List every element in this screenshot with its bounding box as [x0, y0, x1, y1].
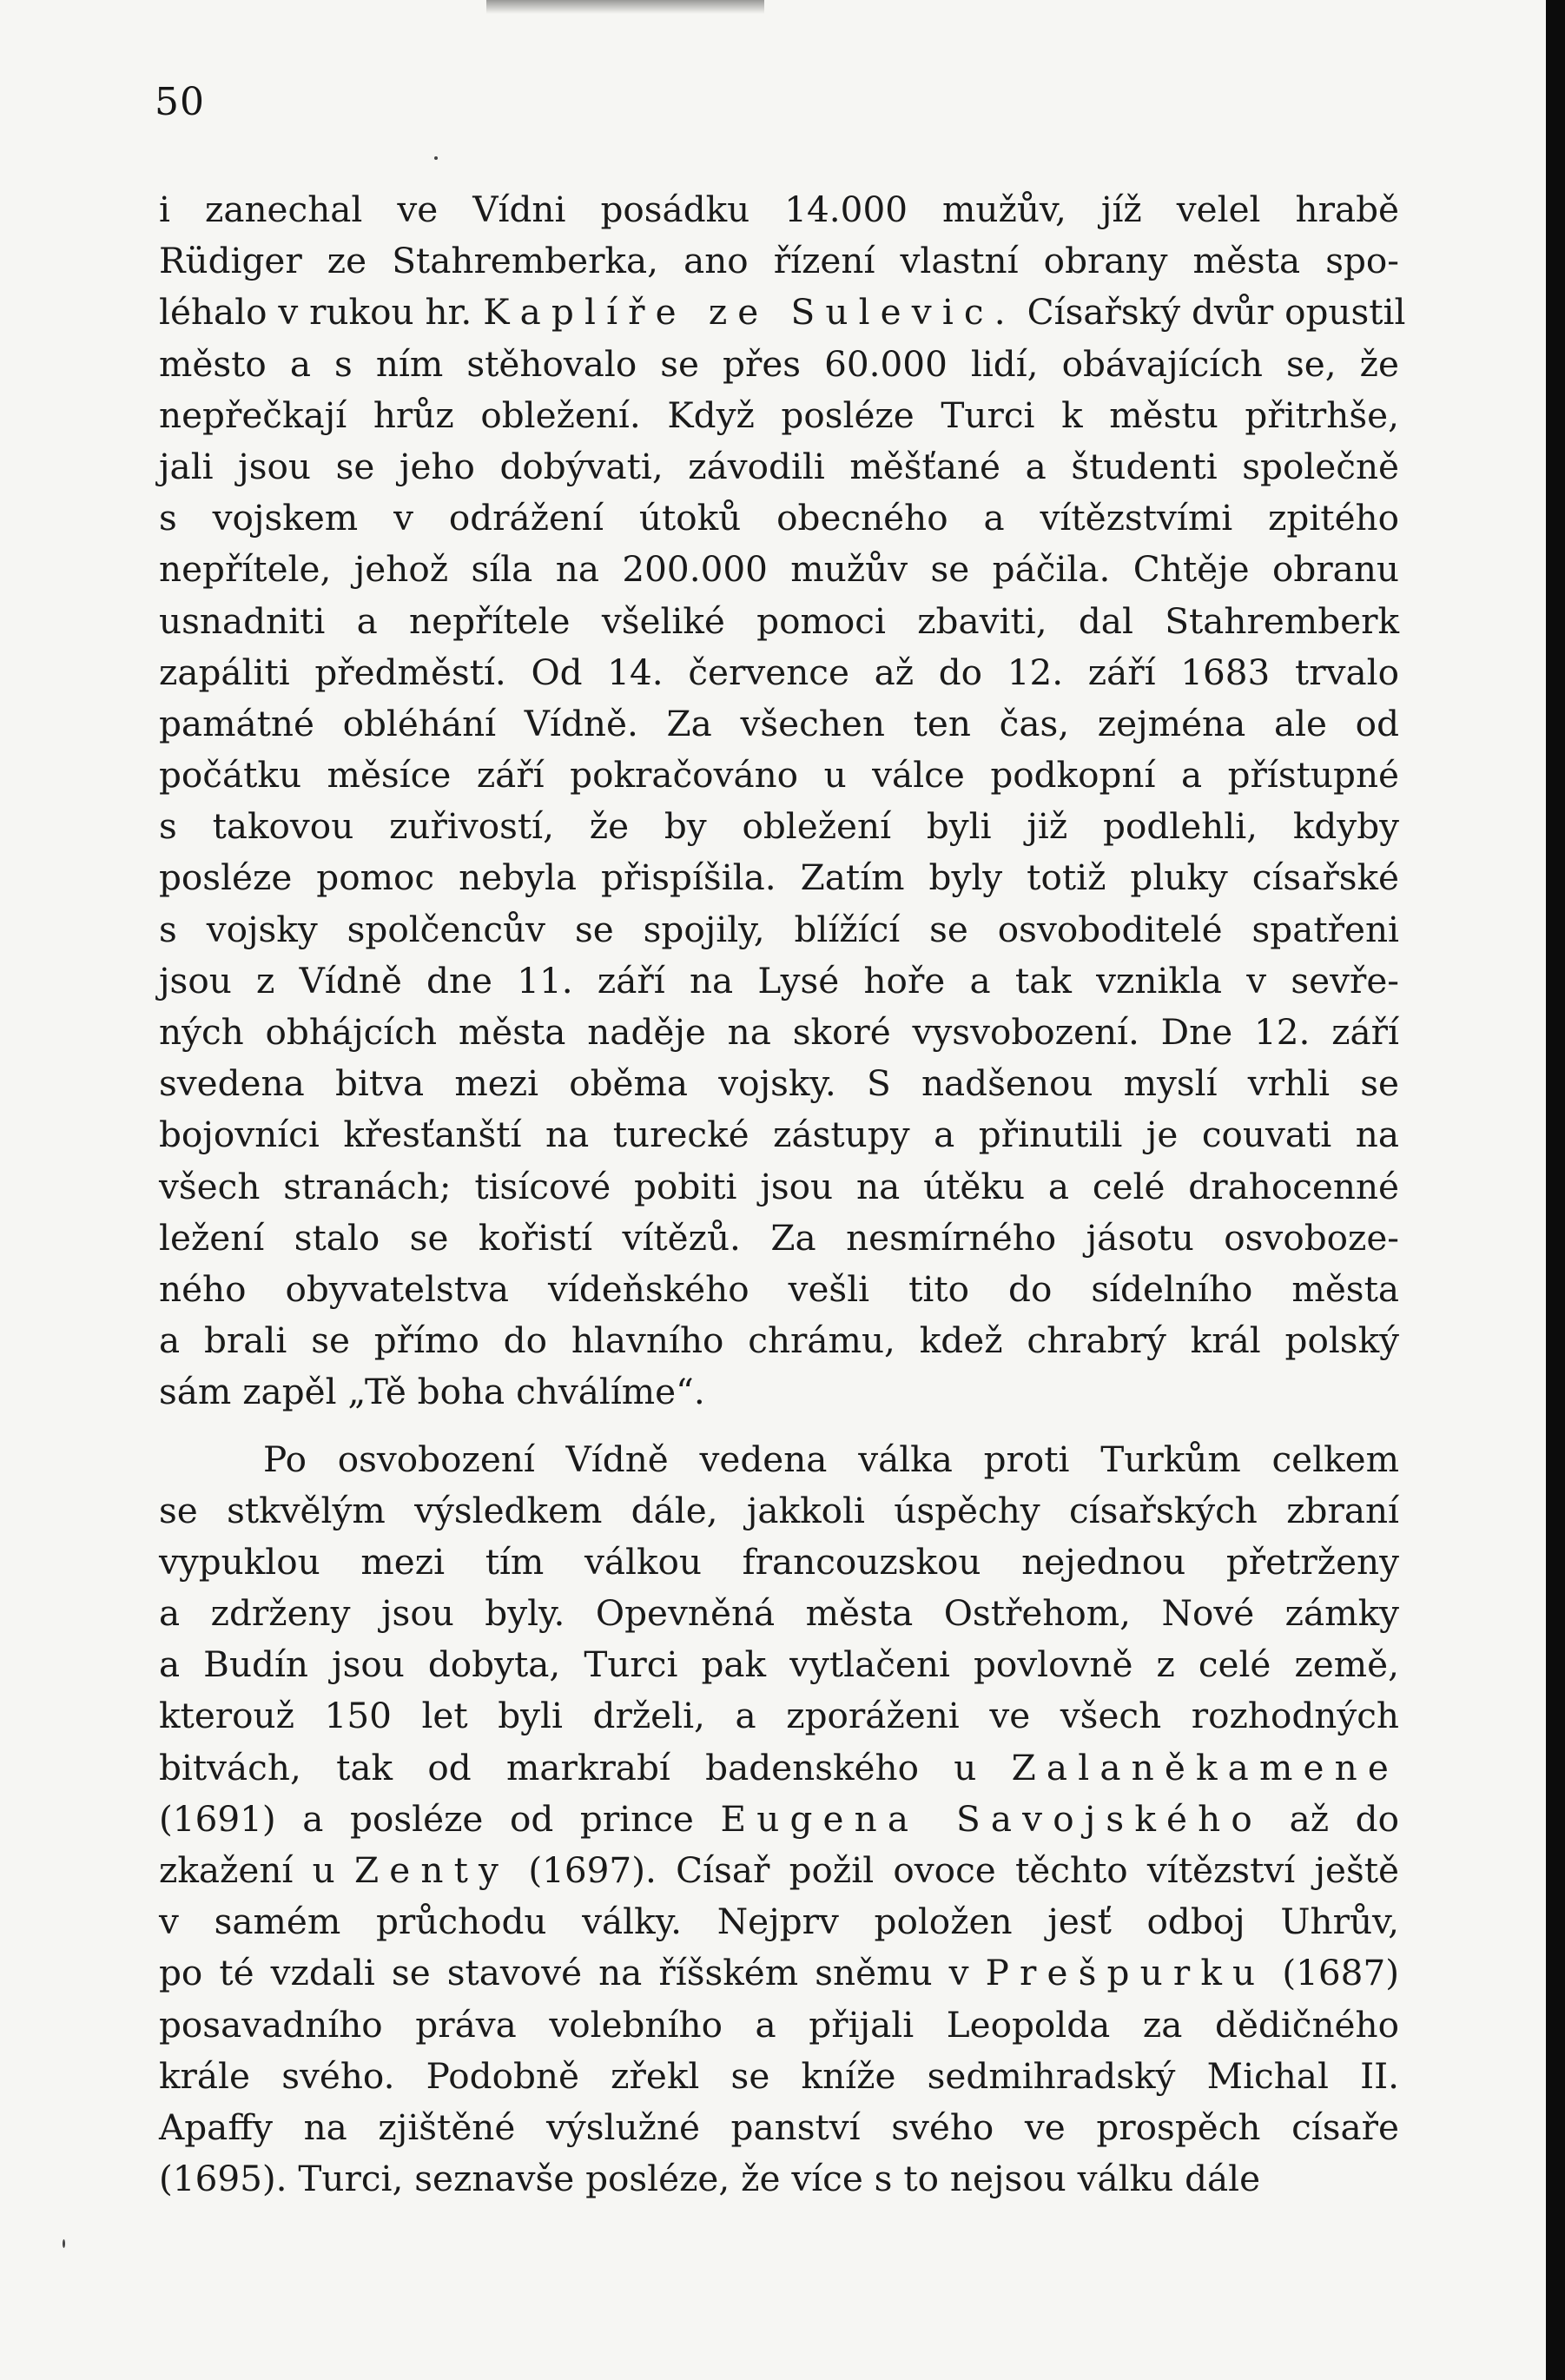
- spaced-name: Zenty: [353, 1849, 510, 1891]
- text-line: usnadniti a nepřítele všeliké pomoci zbaviti, dal Stahremberk: [159, 599, 1399, 642]
- text-line: památné obléhání Vídně. Za všechen ten čas, zejména ale od: [159, 702, 1399, 744]
- spaced-name: Zalaněkamene: [1011, 1746, 1399, 1788]
- text-line: (1691) a posléze od princе Eugena Savojského až do: [159, 1797, 1399, 1840]
- text-line: po té vzdali se stavové na říšském sněmu v Prešpurku (1687): [159, 1952, 1400, 1994]
- text-line: zapáliti předměstí. Od 14. července až do 12. září 1683 trvalo: [159, 651, 1399, 693]
- text-line: Rüdiger ze Stahremberka, ano řízení vlastní obrany města spo-: [159, 240, 1399, 282]
- text-line: léhalo v rukou hr. Kaplíře ze Sulevic. Císařský dvůr opustil: [159, 291, 1406, 334]
- text-line: kterouž 150 let byli drželi, a zporáženi ve všech rozhodných: [159, 1695, 1399, 1737]
- text-line: svedena bitva mezi oběma vojsky. S nadšenou myslí vrhli se: [159, 1062, 1399, 1105]
- scan-shadow: [486, 0, 764, 14]
- text-line: jsou z Vídně dne 11. září na Lysé hoře a tak vznikla v sevře-: [159, 959, 1399, 1002]
- page-number: 50: [155, 80, 205, 124]
- text-line: ných obhájcích města naděje na skoré vysvobození. Dne 12. září: [159, 1011, 1399, 1053]
- text-line: v samém průchodu války. Nejprv položen jesť odboj Uhrův,: [159, 1901, 1399, 1943]
- text-line: bitvách, tak od markrabí badenského u Zalaněkamene: [159, 1746, 1399, 1788]
- text-line: i zanechal ve Vídni posádku 14.000 mužův, jíž velel hrabě: [159, 188, 1399, 230]
- text-line: všech stranách; tisícové pobiti jsou na útěku a celé drahocenné: [159, 1165, 1399, 1207]
- scan-speck: [63, 2239, 65, 2248]
- scan-speck: [434, 156, 438, 160]
- text-line: a Budín jsou dobyta, Turci pak vytlačeni povlovně z celé země,: [159, 1643, 1399, 1686]
- text-line: jali jsou se jeho dobývati, závodili měšťané a študenti společně: [159, 445, 1399, 487]
- spaced-name: Prešpurku: [985, 1952, 1266, 1994]
- text-line: město a s ním stěhovalo se přes 60.000 lidí, obávajících se, že: [159, 342, 1399, 385]
- text-line: ného obyvatelstva vídeňského vešli tito do sídelního města: [159, 1267, 1399, 1310]
- text-line: zkažení u Zenty (1697). Císař požil ovoce těchto vítězství ještě: [159, 1849, 1400, 1891]
- text-line: s vojsky spolčencův se spojily, blížící se osvoboditelé spatřeni: [159, 908, 1399, 950]
- text-line: Apaffy na zjištěné výslužné panství svého ve prospěch císaře: [159, 2106, 1399, 2148]
- text-line: s takovou zuřivostí, že by obležení byli již podlehli, kdyby: [159, 805, 1399, 848]
- text-line: počátku měsíce září pokračováno u válce podkopní a přístupné: [159, 754, 1399, 797]
- text-line: Po osvobození Vídně vedena válka proti Turkům celkem: [263, 1438, 1399, 1480]
- text-line: bojovníci křesťanští na turecké zástupy a přinutili je couvati na: [159, 1114, 1399, 1156]
- text-line: se stkvělým výsledkem dále, jakkoli úspěchy císařských zbraní: [159, 1489, 1399, 1531]
- text-line: a brali se přímo do hlavního chrámu, kdež chrabrý král polský: [159, 1319, 1399, 1362]
- spaced-name: Kaplíře ze Sulevic.: [483, 291, 1016, 334]
- text-line: vypuklou mezi tím válkou francouzskou nejednou přetrženy: [159, 1540, 1399, 1583]
- text-line: nepřečkají hrůz obležení. Když posléze Turci k městu přitrhše,: [159, 393, 1399, 436]
- paragraph-gap: [159, 1418, 1399, 1434]
- body-text: [159, 184, 1406, 2205]
- spaced-name: Eugena Savojského: [720, 1797, 1263, 1840]
- text-line: nepřítele, jehož síla na 200.000 mužův se páčila. Chtěje obranu: [159, 548, 1399, 591]
- text-line: ležení stalo se kořistí vítězů. Za nesmírného jásotu osvoboze-: [159, 1216, 1399, 1259]
- text-line: posavadního práva volebního a přijali Leopolda za dědičného: [159, 2003, 1399, 2046]
- text-line: a zdrženy jsou byly. Opevněná města Ostřehom, Nové zámky: [159, 1592, 1399, 1635]
- text-line: krále svého. Podobně zřekl se kníže sedmihradský Michal II.: [159, 2054, 1399, 2097]
- text-line: s vojskem v odrážení útoků obecného a vítězstvími zpitého: [159, 497, 1399, 539]
- text-line: posléze pomoc nebyla přispíšila. Zatím byly totiž pluky císařské: [159, 856, 1399, 899]
- text-line: sám zapěl „Tě boha chválíme“.: [159, 1371, 705, 1413]
- text-line: (1695). Turci, seznavše posléze, že více s to nejsou válku dále: [159, 2158, 1261, 2200]
